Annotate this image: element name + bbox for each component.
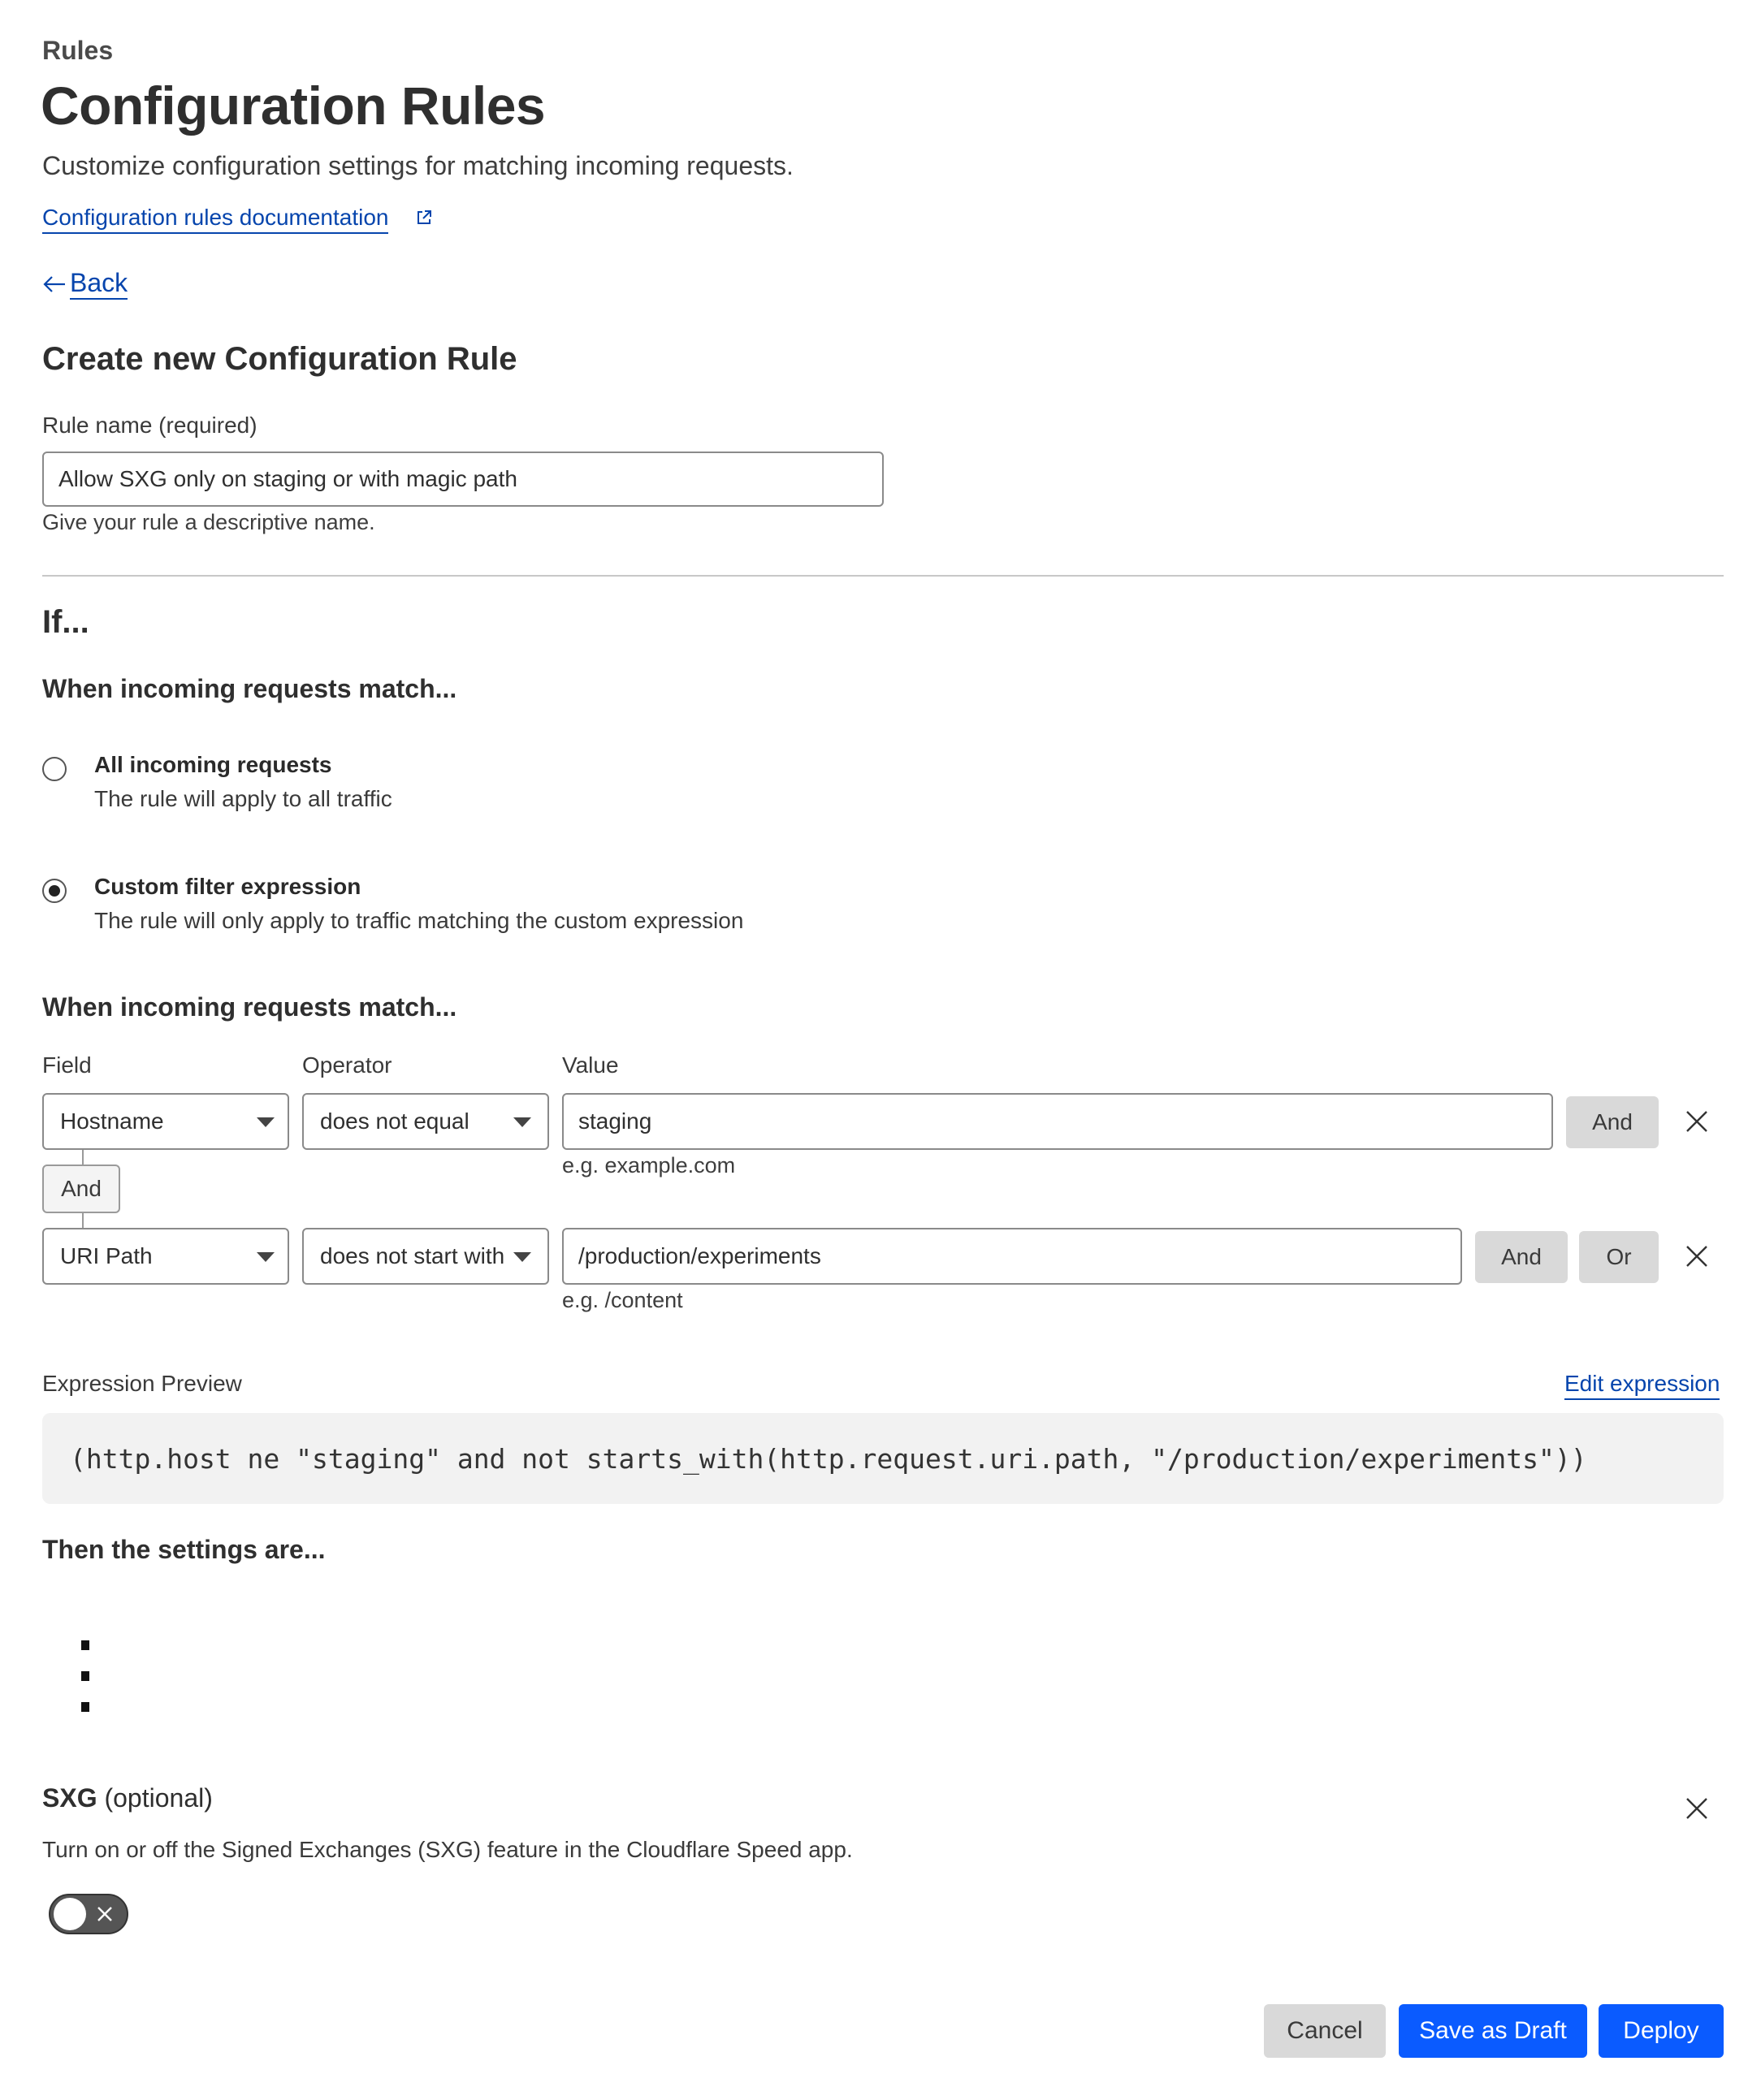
close-icon[interactable] — [1685, 1109, 1709, 1134]
edit-expression-link[interactable]: Edit expression — [1564, 1371, 1720, 1400]
back-label: Back — [70, 268, 128, 300]
sxg-toggle[interactable] — [49, 1894, 128, 1934]
or-button[interactable]: Or — [1579, 1231, 1659, 1283]
radio-all-requests[interactable] — [42, 757, 67, 781]
col-value-label: Value — [562, 1052, 619, 1078]
close-icon[interactable] — [1685, 1244, 1709, 1268]
field-select[interactable] — [42, 1228, 289, 1285]
connector-and-chip: And — [42, 1165, 120, 1213]
page-title: Configuration Rules — [41, 76, 546, 136]
operator-select[interactable] — [302, 1093, 549, 1150]
chevron-down-icon — [257, 1252, 275, 1262]
col-operator-label: Operator — [302, 1052, 392, 1078]
more-vertical-icon — [81, 1640, 89, 1733]
external-link-icon[interactable] — [414, 208, 434, 227]
sxg-description: Turn on or off the Signed Exchanges (SXG) feature in the Cloudflare Speed app. — [42, 1837, 853, 1862]
x-icon — [96, 1905, 114, 1923]
if-heading: If... — [42, 604, 89, 640]
radio-all-requests-title: All incoming requests — [94, 752, 332, 777]
field-select-value: Hostname — [60, 1108, 164, 1134]
deploy-button[interactable]: Deploy — [1599, 2004, 1724, 2058]
toggle-knob — [54, 1898, 86, 1930]
field-select-value: URI Path — [60, 1243, 153, 1268]
builder-heading: When incoming requests match... — [42, 992, 457, 1022]
value-hint: e.g. /content — [562, 1288, 683, 1312]
radio-custom-filter[interactable] — [42, 879, 67, 903]
and-button[interactable]: And — [1475, 1231, 1568, 1283]
radio-all-requests-desc: The rule will apply to all traffic — [94, 786, 392, 811]
documentation-link[interactable]: Configuration rules documentation — [42, 205, 388, 234]
value-input[interactable]: /production/experiments — [562, 1228, 1462, 1285]
save-draft-button[interactable]: Save as Draft — [1399, 2004, 1587, 2058]
value-input[interactable]: staging — [562, 1093, 1553, 1150]
then-heading: Then the settings are... — [42, 1535, 326, 1564]
rule-name-input[interactable]: Allow SXG only on staging or with magic path — [42, 452, 884, 507]
value-hint: e.g. example.com — [562, 1153, 736, 1177]
sxg-title: SXG — [42, 1783, 97, 1813]
sxg-optional: (optional) — [104, 1783, 213, 1813]
rule-name-label: Rule name (required) — [42, 413, 257, 438]
operator-select-value: does not equal — [320, 1108, 469, 1134]
expression-preview: (http.host ne "staging" and not starts_with(http.request.uri.path, "/production/experiments")) — [42, 1413, 1724, 1504]
operator-select-value: does not start with — [320, 1243, 505, 1268]
field-select[interactable] — [42, 1093, 289, 1150]
rule-name-hint: Give your rule a descriptive name. — [42, 510, 375, 534]
sxg-heading — [42, 1783, 213, 1813]
back-link[interactable] — [42, 268, 128, 300]
form-title: Create new Configuration Rule — [42, 341, 517, 377]
arrow-left-icon — [42, 275, 67, 293]
radio-custom-filter-title: Custom filter expression — [94, 874, 361, 899]
match-heading: When incoming requests match... — [42, 674, 457, 703]
expression-preview-label: Expression Preview — [42, 1371, 242, 1396]
cancel-button[interactable]: Cancel — [1264, 2004, 1386, 2058]
and-button[interactable]: And — [1566, 1096, 1659, 1148]
chevron-down-icon — [513, 1117, 531, 1127]
chevron-down-icon — [513, 1252, 531, 1262]
page-subtitle: Customize configuration settings for matching incoming requests. — [42, 151, 794, 180]
chevron-down-icon — [257, 1117, 275, 1127]
col-field-label: Field — [42, 1052, 92, 1078]
close-icon[interactable] — [1685, 1796, 1709, 1821]
operator-select[interactable] — [302, 1228, 549, 1285]
radio-custom-filter-desc: The rule will only apply to traffic matching the custom expression — [94, 908, 744, 933]
breadcrumb: Rules — [42, 36, 114, 65]
divider — [42, 575, 1724, 577]
